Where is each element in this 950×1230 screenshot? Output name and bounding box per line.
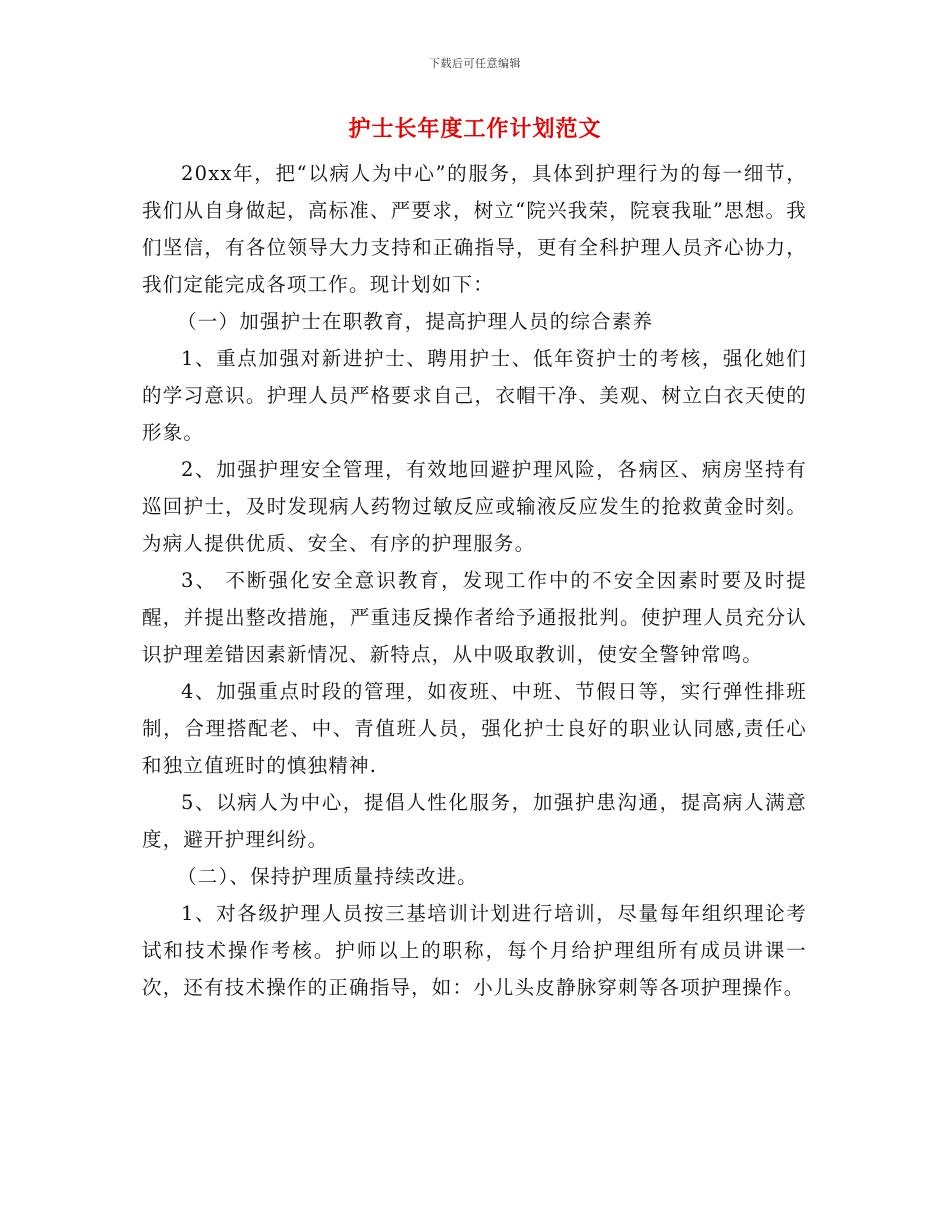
section-heading-2: （二）、保持护理质量持续改进。 <box>177 865 478 888</box>
paragraph-item-5: 5、以病人为中心，提倡人性化服务，加强护患沟通，提高病人满意度，避开护理纠纷。 <box>142 791 807 851</box>
section-heading-1: （一）加强护士在职教育，提高护理人员的综合素养 <box>177 310 654 333</box>
document-title: 护士长年度工作计划范文 <box>348 116 602 142</box>
page-header-note: 下载后可任意编辑 <box>429 57 521 70</box>
paragraph-item-3: 3、 不断强化安全意识教育，发现工作中的不安全因素时要及时提醒，并提出整改措施，严重违反操作者给予通报批判。使护理人员充分认识护理差错因素新情况、新特点，从中吸取教训，使安全警钟常鸣。 <box>142 569 807 666</box>
paragraph-item-4: 4、加强重点时段的管理，如夜班、中班、节假日等，实行弹性排班制，合理搭配老、中、青值班人员，强化护士良好的职业认同感,责任心和独立值班时的慎独精神. <box>142 680 807 777</box>
paragraph-section2-item-1: 1、对各级护理人员按三基培训计划进行培训，尽量每年组织理论考试和技术操作考核。护师以上的职称，每个月给护理组所有成员讲课一次，还有技术操作的正确指导，如：小儿头皮静脉穿刺等各项护理操作。 <box>142 902 807 999</box>
document-body <box>142 155 807 1006</box>
paragraph-intro: 20xx年，把“以病人为中心”的服务，具体到护理行为的每一细节，我们从自身做起，高标准、严要求，树立“院兴我荣，院衰我耻”思想。我们坚信，有各位领导大力支持和正确指导，更有全科护理人员齐心协力，我们定能完成各项工作。现计划如下： <box>142 162 807 296</box>
paragraph-item-2: 2、加强护理安全管理，有效地回避护理风险，各病区、病房坚持有巡回护士，及时发现病人药物过敏反应或输液反应发生的抢救黄金时刻。为病人提供优质、安全、有序的护理服务。 <box>142 458 807 555</box>
paragraph-item-1: 1、重点加强对新进护士、聘用护士、低年资护士的考核，强化她们的学习意识。护理人员严格要求自己，衣帽干净、美观、树立白衣天使的形象。 <box>142 347 807 444</box>
